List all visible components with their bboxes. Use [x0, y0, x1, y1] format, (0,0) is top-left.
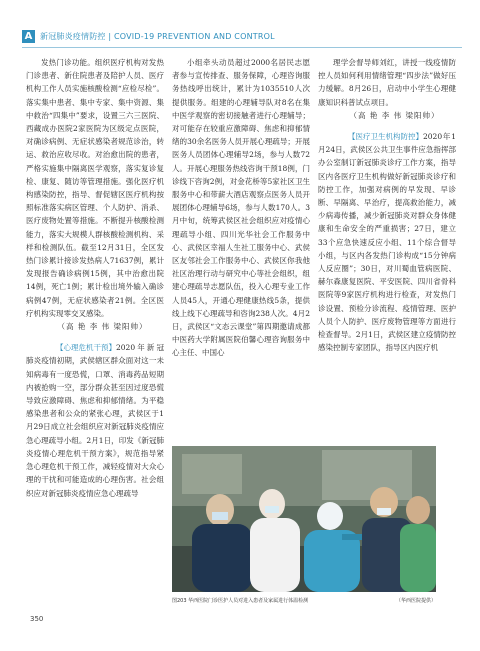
author-byline: （高 艳 李 伟 梁阳帅）: [57, 322, 148, 332]
paragraph: [318, 130, 456, 354]
text-column-1: [26, 56, 164, 500]
page-number: 350: [30, 615, 44, 623]
page-header: [22, 30, 462, 46]
section-heading: 【心理危机干预】: [56, 343, 116, 353]
caption-text: 图203 华西医院门诊医护人员对进入患者及家属进行体温检测: [172, 598, 309, 604]
paragraph: 小组牵头动员超过2000名居民志愿者参与宣传排查、服务保障，心理咨询服务热线呼出统计，累计为1035510人次提供服务。组建的心理辅导队对8名在集中医学观察的密切接触者进行心理辅导；对可能存在较重应激障碍、焦虑和抑郁情绪的30余名医务人员开展心理疏导；开展医务人员团体心理辅导2场，参与人数72人。开展心理服务热线咨询干预18例，门诊线下咨询2例，对金花桥等5家社区卫生服务中心和带薪大酒店观察点医务人员开展团体心理辅导6场，参与人数170人。3月中旬，统筹武侯区社会组织应对疫情心理疏导小组、四川光华社会工作服务中心、武侯区幸福人生社工服务中心、武侯区友邻社会工作服务中心、武侯区你我他社区治理行动与研究中心等社会组织，组建心理疏导志愿队伍，投入心理专业工作人员45人，开通心理健康热线5条，提供线上线下心理疏导和咨询238人次。4月2日，武侯区“文态云课堂”第四期邀请成都中医药大学附属医院伯馨心理咨询服务中心主任、中国心: [172, 58, 310, 358]
header-title: 新冠肺炎疫情防控 | COVID-19 PREVENTION AND CONTROL: [40, 32, 275, 41]
text-column-2: [172, 56, 310, 360]
header-divider: [22, 47, 462, 48]
photo-illustration: [172, 446, 436, 592]
author-byline: （高 艳 李 伟 梁阳帅）: [349, 110, 440, 120]
text-column-3: [318, 56, 456, 354]
paragraph-text: 2020年1月24日，武侯区公共卫生事件应急指挥部办公室制订新冠肺炎诊疗工作方案，指导区内各医疗卫生机构做好新冠肺炎诊疗和防控工作，加强对病例的早发现、早诊断、早隔离、早治疗，提高救治能力，减少病毒传播，减少新冠肺炎对群众身体健康和生命安全的严重损害；27日，建立33个应急快速反应小组、11个综合督导小组，与区内各发热门诊构成“15分钟病人反应圈”；30日，对川蜀血管病医院、赫尔森康复医院、平安医院、四川省骨科医院等9家医疗机构进行检查，对发热门诊设置、预检分诊流程、疫情管理、医护人员个人防护、医疗废物管理等方面进行检查督导。2月1日，武侯区建立疫情防控感染控制专家团队，指导区内医疗机: [318, 132, 456, 353]
paragraph: [26, 341, 164, 499]
section-heading: 【医疗卫生机构防控】: [348, 132, 423, 142]
paragraph: 发热门诊功能。组织医疗机构对发热门诊患者、新住院患者及陪护人员、医疗机构工作人员实施核酸检测“应检尽检”。落实集中患者、集中专家、集中资源、集中救治“四集中”要求，设置三六三医院、西藏成办医院2家医院为区级定点医院，对确诊病例、无症状感染者规范诊治，转运、救治应收尽收。对治愈出院的患者，严格实施集中隔离医学观察，落实复诊复检、康复、随访等管理措施。强化医疗机构感染防控，指导、督促辖区医疗机构按照标准落实病区管理、个人防护、消杀、医疗废物处置等措施。不断提升核酸检测能力，落实大规模人群核酸检测机构、采样和检测队伍。截至12月31日，全区发热门诊累计接诊发热病人71637例，累计发现报告确诊病例15例，其中治愈出院14例，死亡1例；累计检出境外输入确诊病例47例，无症状感染者21例。全区医疗机构实现零交叉感染。: [26, 58, 164, 318]
news-photo: [172, 446, 436, 592]
paragraph-text: 2020年新冠肺炎疫情初期，武侯辖区群众面对这一未知病毒有一度恐慌，口罩、消毒药品短期内被抢购一空，部分群众甚至因过度恐慌导致应激障碍、焦虑和抑郁情绪。为平稳感染患者和公众的紧张心理，武侯区于1月29日成立社会组织应对新冠肺炎疫情应急心理疏导小组。2月1日，印发《新冠肺炎疫情心理危机干预方案》，规范指导紧急心理危机干预工作，减轻疫情对大众心理的干扰和可能造成的心理伤害。社会组织应对新冠肺炎疫情应急心理疏导: [26, 343, 164, 498]
photo-credit: （华西医院提供）: [395, 598, 436, 604]
section-logo-icon: A: [22, 30, 35, 43]
paragraph: 理学会督导师刘红，讲授一线疫情防控人员如何利用情绪管理“四步法”做好压力缓解。8月26日，启动中小学生心理健康知识科普试点项目。: [318, 58, 456, 107]
photo-caption: [172, 597, 436, 604]
